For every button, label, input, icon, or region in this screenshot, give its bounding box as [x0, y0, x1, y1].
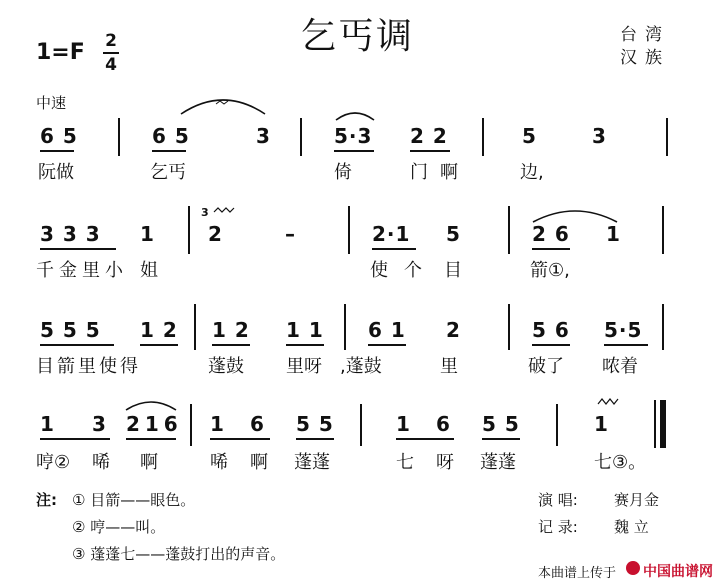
underline: [40, 150, 74, 152]
note-group: –: [285, 222, 296, 246]
note-group: 5: [446, 222, 461, 246]
lyric: 唏: [92, 452, 110, 473]
ts-numerator: 2: [105, 31, 117, 51]
underline: [152, 150, 186, 152]
bar-line: [508, 206, 510, 254]
underline: [372, 248, 416, 250]
underline: [286, 344, 324, 346]
note-group: 5 6: [532, 318, 570, 342]
lyric: 里呀: [286, 356, 322, 377]
final-bar-line-thick: [660, 400, 666, 448]
slur: [124, 396, 178, 412]
underline: [140, 344, 178, 346]
lyric: 乞丐: [150, 162, 186, 183]
ts-bar: [103, 52, 119, 54]
lyric: 唏: [210, 452, 228, 473]
bar-line: [666, 118, 668, 156]
lyric: 啊: [250, 452, 268, 473]
note-group: 6: [250, 412, 265, 436]
note-group: 6 1: [368, 318, 406, 342]
bar-line: [662, 206, 664, 254]
note-group: 5·3: [334, 124, 373, 148]
bar-line: [348, 206, 350, 254]
note-group: 2: [446, 318, 461, 342]
note-group: 6 5: [40, 124, 78, 148]
note-group: 1: [396, 412, 411, 436]
ornament-mark: [212, 204, 240, 216]
lyric: 使: [370, 260, 388, 281]
note-group: 1: [606, 222, 621, 246]
underline: [210, 438, 270, 440]
performer-label: 演 唱:: [538, 491, 578, 509]
underline: [296, 438, 334, 440]
footnote-2: ② 哼——叫。: [72, 518, 166, 536]
site-logo-icon: [626, 561, 640, 575]
lyric: 门: [410, 162, 428, 183]
lyric: 千金里小: [36, 260, 128, 281]
note-group: 1: [210, 412, 225, 436]
lyric: 目箭里使得: [36, 356, 141, 377]
lyric: 哼②: [36, 452, 71, 473]
note-group: 2·1: [372, 222, 411, 246]
note-group: 3 3 3: [40, 222, 101, 246]
underline: [126, 438, 176, 440]
lyric: 目: [444, 260, 462, 281]
ts-denominator: 4: [105, 55, 117, 75]
bar-line: [556, 404, 558, 446]
lyric: 蓬蓬: [480, 452, 516, 473]
song-title: 乞丐调: [300, 16, 415, 57]
recorder-name: 魏 立: [614, 518, 649, 536]
underline: [482, 438, 520, 440]
underline: [40, 248, 116, 250]
lyric: 蓬鼓: [208, 356, 244, 377]
note-group: 2 6: [532, 222, 570, 246]
key-signature: 1=F: [36, 40, 85, 65]
upload-text: 本曲谱上传于: [538, 566, 617, 581]
grace-note: 3: [201, 206, 209, 219]
note-group: 5 5: [296, 412, 334, 436]
lyric: 蓬蓬: [294, 452, 330, 473]
bar-line: [188, 206, 190, 254]
performer-name: 赛月金: [614, 491, 660, 509]
lyric: 破了: [528, 356, 564, 377]
lyric: 啊: [440, 162, 458, 183]
bar-line: [482, 118, 484, 156]
note-group: 2 2: [410, 124, 448, 148]
underline: [40, 344, 114, 346]
bar-line: [344, 304, 346, 350]
slur: [530, 204, 620, 224]
underline: [532, 344, 570, 346]
note-group: 6 5: [152, 124, 190, 148]
lyric: 个: [404, 260, 422, 281]
bar-line: [194, 304, 196, 350]
note-group: 2 1 6: [126, 412, 177, 436]
note-group: 3: [256, 124, 271, 148]
slur: [178, 92, 268, 118]
bar-line: [508, 304, 510, 350]
slur: [334, 108, 376, 122]
note-group: 3: [592, 124, 607, 148]
time-signature: [103, 31, 119, 75]
lyric: 阮做: [38, 162, 74, 183]
underline: [368, 344, 406, 346]
final-bar-line-thin: [654, 400, 656, 448]
lyric: 姐: [140, 260, 158, 281]
underline: [532, 248, 570, 250]
note-group: 5 5: [482, 412, 520, 436]
lyric: 箭①,: [530, 260, 570, 281]
note-group: 5·5: [604, 318, 643, 342]
note-group: 2: [208, 222, 223, 246]
region-line-1: 台湾: [620, 25, 670, 45]
note-group: 1 2: [140, 318, 178, 342]
note-group: 1 1: [286, 318, 324, 342]
note-group: 1: [40, 412, 55, 436]
note-group: 1: [140, 222, 155, 246]
note-group: 1: [594, 412, 609, 436]
note-group: 1 2: [212, 318, 250, 342]
note-group: 5: [522, 124, 537, 148]
site-logo[interactable]: 中国曲谱网: [643, 564, 713, 580]
region-line-2: 汉族: [620, 48, 670, 68]
lyric: 里: [440, 356, 458, 377]
lyric: ,蓬鼓: [340, 356, 382, 377]
lyric: 哝着: [602, 356, 638, 377]
ornament-mark: [596, 394, 626, 408]
lyric: 七③。: [594, 452, 647, 473]
lyric: 啊: [140, 452, 158, 473]
bar-line: [300, 118, 302, 156]
underline: [410, 150, 450, 152]
lyric: 边,: [520, 162, 544, 183]
note-group: 6: [436, 412, 451, 436]
note-group: 5 5 5: [40, 318, 101, 342]
bar-line: [190, 404, 192, 446]
underline: [334, 150, 374, 152]
bar-line: [662, 304, 664, 350]
region-label: [620, 24, 670, 70]
underline: [396, 438, 454, 440]
footnote-1: ① 目箭——眼色。: [72, 491, 196, 509]
underline: [604, 344, 648, 346]
tempo-marking: 中速: [36, 94, 67, 112]
lyric: 呀: [436, 452, 454, 473]
bar-line: [360, 404, 362, 446]
lyric: 倚: [334, 162, 352, 183]
note-group: 3: [92, 412, 107, 436]
notes-label: 注:: [36, 491, 57, 509]
underline: [212, 344, 250, 346]
underline: [40, 438, 110, 440]
bar-line: [118, 118, 120, 156]
lyric: 七: [396, 452, 414, 473]
footnote-3: ③ 蓬蓬七——蓬鼓打出的声音。: [72, 545, 286, 563]
recorder-label: 记 录:: [538, 518, 578, 536]
